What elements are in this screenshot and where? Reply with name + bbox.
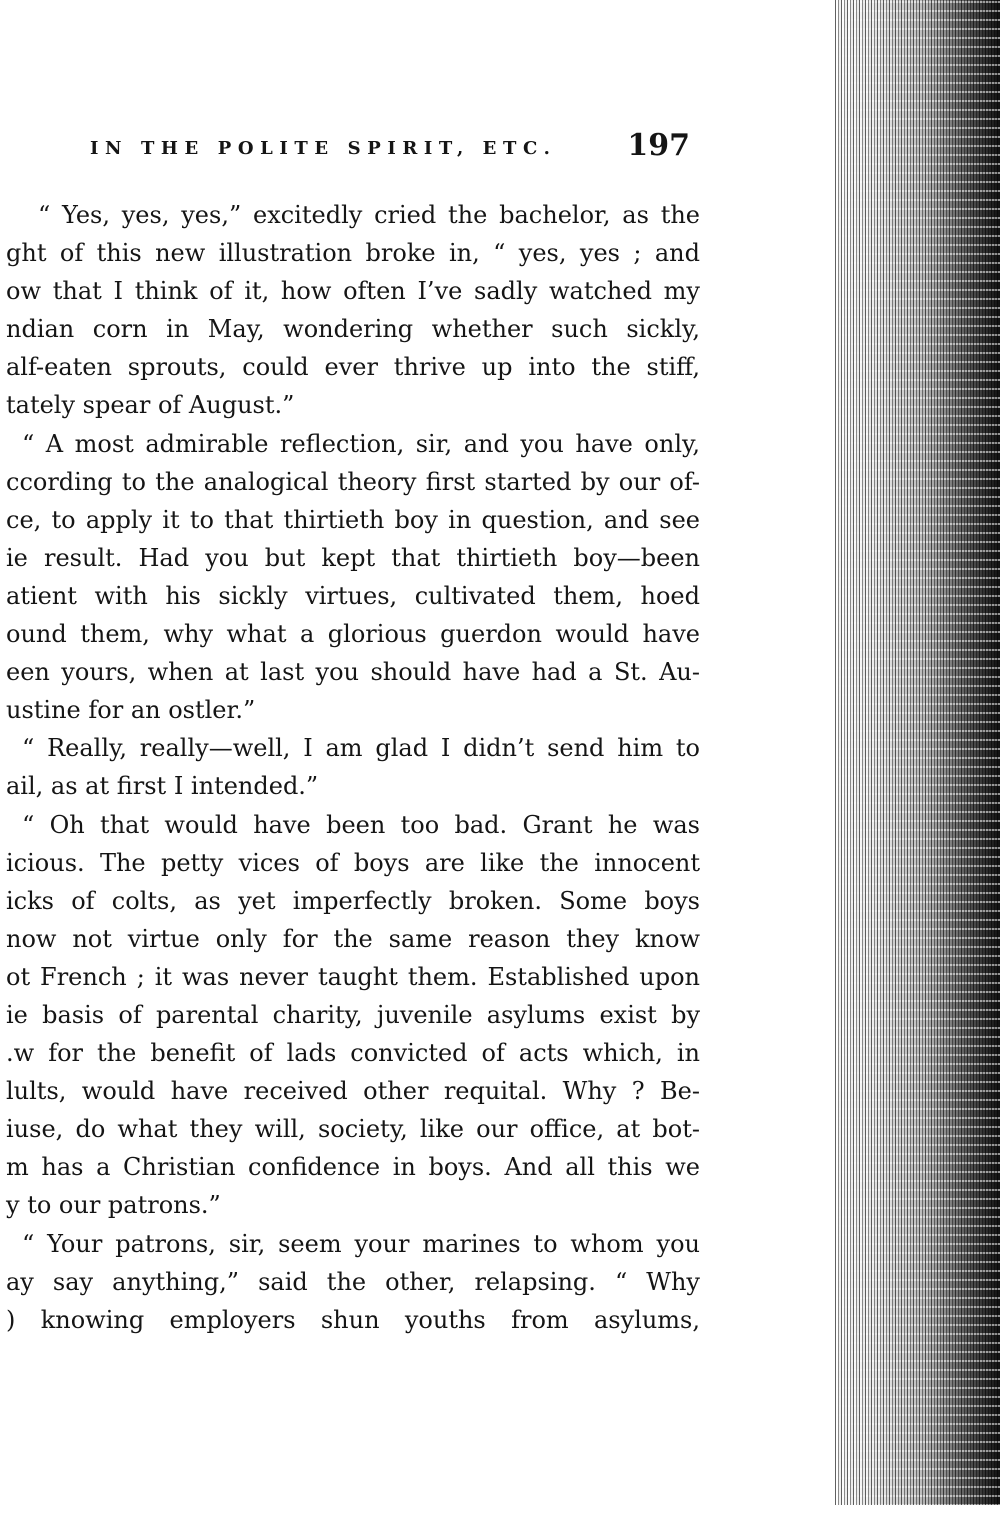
text-line: y to our patrons.” xyxy=(6,1191,221,1220)
text-line: m has a Christian confidence in boys. And all this we xyxy=(6,1153,700,1182)
text-line: ail, as at first I intended.” xyxy=(6,772,319,801)
text-line: ccording to the analogical theory first started by our of- xyxy=(6,467,700,496)
text-line: ) knowing employers shun youths from asylums, xyxy=(6,1305,700,1334)
text-line: ow that I think of it, how often I’ve sadly watched my xyxy=(6,277,700,306)
page-header xyxy=(90,128,690,168)
text-line: een yours, when at last you should have had a St. Au- xyxy=(6,658,700,687)
text-line: ndian corn in May, wondering whether such sickly, xyxy=(6,315,700,344)
text-line: lults, would have received other requital. Why ? Be- xyxy=(6,1077,700,1106)
book-page-edge xyxy=(835,0,1000,1522)
text-line: “ A most admirable reflection, sir, and you have only, xyxy=(22,429,700,458)
text-line: icks of colts, as yet imperfectly broken. Some boys xyxy=(6,886,700,915)
text-line: “ Really, really—well, I am glad I didn’t send him to xyxy=(22,734,700,763)
text-line: iuse, do what they will, society, like our office, at bot- xyxy=(6,1115,700,1144)
text-line: atient with his sickly virtues, cultivated them, hoed xyxy=(6,581,700,610)
text-line: ce, to apply it to that thirtieth boy in question, and see xyxy=(6,505,700,534)
text-line: “ Oh that would have been too bad. Grant he was xyxy=(22,810,700,839)
text-line: ot French ; it was never taught them. Established upon xyxy=(6,962,700,991)
page-edge-bottom-margin xyxy=(835,1505,1000,1522)
text-line: now not virtue only for the same reason they know xyxy=(6,924,700,953)
text-line: “ Your patrons, sir, seem your marines to whom you xyxy=(22,1229,700,1258)
text-line: ie result. Had you but kept that thirtieth boy—been xyxy=(6,543,700,572)
text-line: .w for the benefit of lads convicted of acts which, in xyxy=(6,1039,700,1068)
text-line: tately spear of August.” xyxy=(6,391,295,420)
text-line: ay say anything,” said the other, relapsing. “ Why xyxy=(6,1267,700,1296)
text-line: icious. The petty vices of boys are like the innocent xyxy=(6,848,700,877)
text-line: ound them, why what a glorious guerdon would have xyxy=(6,620,700,649)
text-line: alf-eaten sprouts, could ever thrive up into the stiff, xyxy=(6,353,700,382)
text-line: ustine for an ostler.” xyxy=(6,696,256,725)
text-line: ie basis of parental charity, juvenile asylums exist by xyxy=(6,1000,700,1029)
text-line: “ Yes, yes, yes,” excitedly cried the bachelor, as the xyxy=(38,201,700,229)
running-title: IN THE POLITE SPIRIT, ETC. xyxy=(90,138,557,159)
body-text xyxy=(0,196,700,1339)
text-line: ght of this new illustration broke in, “ yes, yes ; and xyxy=(6,239,700,268)
page-number: 197 xyxy=(627,128,690,163)
